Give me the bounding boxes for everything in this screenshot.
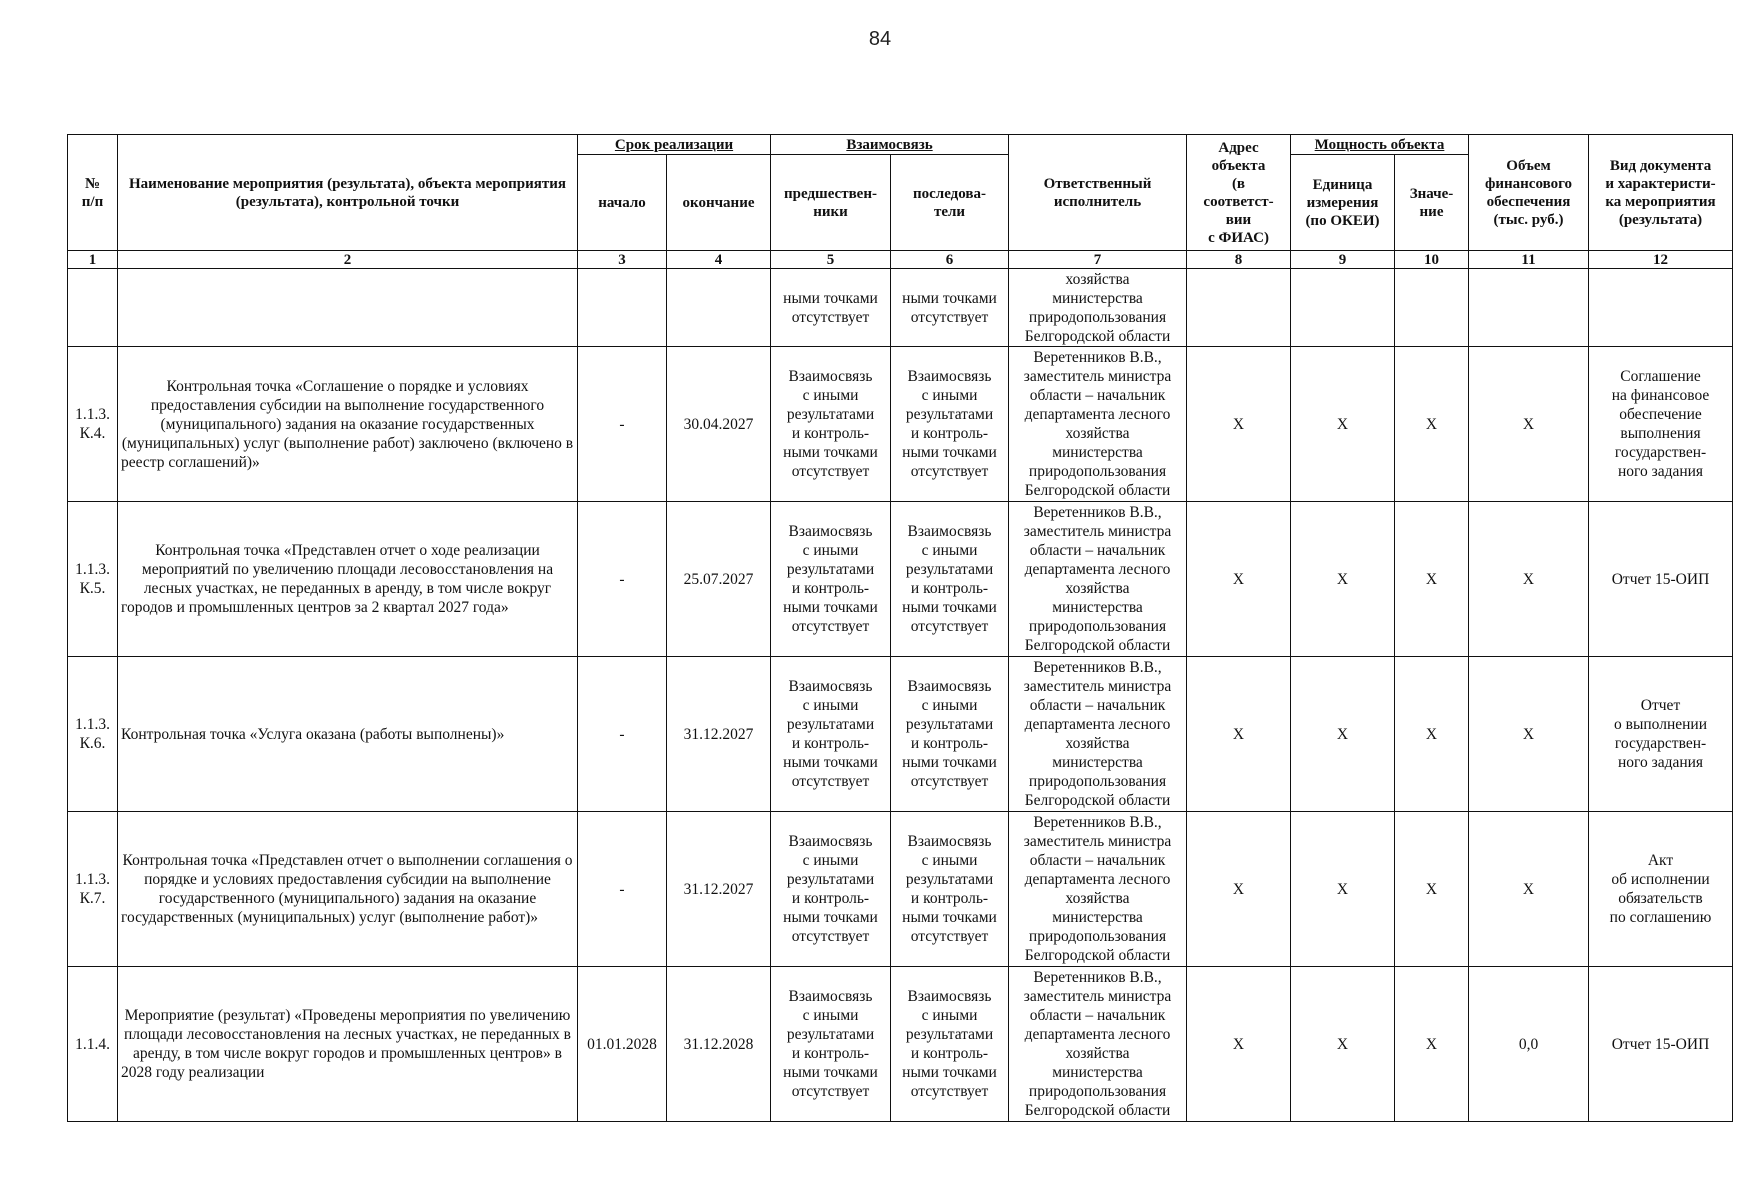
cell-successors: ными точками отсутствует <box>891 269 1009 347</box>
column-number: 2 <box>118 251 578 269</box>
column-number-row <box>68 251 1733 269</box>
header-doc: Вид документа и характеристи- ка мероприятия (результата) <box>1589 135 1733 251</box>
cell-responsible: Веретенников В.В., заместитель министра области – начальник департамента лесного хозяйства министерства природопользования Белгородской области <box>1009 812 1187 967</box>
column-number: 11 <box>1469 251 1589 269</box>
cell-finance: X <box>1469 657 1589 812</box>
continuation-row <box>68 269 1733 347</box>
header-predecessors: предшествен- ники <box>771 155 891 251</box>
cell-num <box>68 269 118 347</box>
cell-successors: Взаимосвязь с иными результатами и контроль- ными точками отсутствует <box>891 967 1009 1122</box>
cell-address: X <box>1187 967 1291 1122</box>
cell-value: X <box>1395 347 1469 502</box>
cell-predecessors: Взаимосвязь с иными результатами и контроль- ными точками отсутствует <box>771 502 891 657</box>
cell-name: Контрольная точка «Услуга оказана (работы выполнены)» <box>118 657 578 812</box>
cell-responsible: Веретенников В.В., заместитель министра области – начальник департамента лесного хозяйства министерства природопользования Белгородской области <box>1009 347 1187 502</box>
cell-end: 30.04.2027 <box>667 347 771 502</box>
cell-name: Контрольная точка «Представлен отчет о выполнении соглашения о порядке и условиях предоставления субсидии на выполнение государственного (муниципального) задания на оказание государственных (муниципальных) услуг (выполнение работ)» <box>118 812 578 967</box>
cell-predecessors: Взаимосвязь с иными результатами и контроль- ными точками отсутствует <box>771 967 891 1122</box>
cell-unit: X <box>1291 347 1395 502</box>
cell-value: X <box>1395 812 1469 967</box>
cell-predecessors: Взаимосвязь с иными результатами и контроль- ными точками отсутствует <box>771 812 891 967</box>
cell-unit: X <box>1291 657 1395 812</box>
cell-name: Контрольная точка «Представлен отчет о ходе реализации мероприятий по увеличению площади лесовосстановления на лесных участках, не переданных в аренду, в том числе вокруг городов и промышленных центров за 2 квартал 2027 года» <box>118 502 578 657</box>
plan-table <box>67 134 1733 1122</box>
cell-start: - <box>578 812 667 967</box>
cell-doc <box>1589 269 1733 347</box>
cell-name: Контрольная точка «Соглашение о порядке и условиях предоставления субсидии на выполнение государственного (муниципального) задания на оказание государственных (муниципальных) услуг (выполнение работ) заключено (включено в реестр соглашений)» <box>118 347 578 502</box>
cell-doc: Отчет 15-ОИП <box>1589 502 1733 657</box>
cell-responsible: Веретенников В.В., заместитель министра области – начальник департамента лесного хозяйства министерства природопользования Белгородской области <box>1009 657 1187 812</box>
column-number: 7 <box>1009 251 1187 269</box>
cell-value: X <box>1395 502 1469 657</box>
header-num: № п/п <box>68 135 118 251</box>
cell-end: 31.12.2028 <box>667 967 771 1122</box>
cell-doc: Отчет 15-ОИП <box>1589 967 1733 1122</box>
page-number: 84 <box>868 28 892 50</box>
cell-end: 25.07.2027 <box>667 502 771 657</box>
cell-successors: Взаимосвязь с иными результатами и контроль- ными точками отсутствует <box>891 502 1009 657</box>
header-start: начало <box>578 155 667 251</box>
cell-responsible: Веретенников В.В., заместитель министра области – начальник департамента лесного хозяйства министерства природопользования Белгородской области <box>1009 967 1187 1122</box>
column-number: 6 <box>891 251 1009 269</box>
column-number: 4 <box>667 251 771 269</box>
cell-doc: Отчет о выполнении государствен- ного задания <box>1589 657 1733 812</box>
cell-num: 1.1.3. К.4. <box>68 347 118 502</box>
cell-unit: X <box>1291 502 1395 657</box>
header-relation: Взаимосвязь <box>771 135 1009 155</box>
cell-successors: Взаимосвязь с иными результатами и контроль- ными точками отсутствует <box>891 347 1009 502</box>
cell-num: 1.1.4. <box>68 967 118 1122</box>
header-value: Значе- ние <box>1395 155 1469 251</box>
cell-end: 31.12.2027 <box>667 657 771 812</box>
cell-unit: X <box>1291 967 1395 1122</box>
table-row <box>68 812 1733 967</box>
cell-doc: Акт об исполнении обязательств по соглашению <box>1589 812 1733 967</box>
header-finance: Объем финансового обеспечения (тыс. руб.) <box>1469 135 1589 251</box>
column-number: 5 <box>771 251 891 269</box>
header-responsible: Ответственный исполнитель <box>1009 135 1187 251</box>
cell-end <box>667 269 771 347</box>
column-number: 9 <box>1291 251 1395 269</box>
cell-finance: 0,0 <box>1469 967 1589 1122</box>
cell-num: 1.1.3. К.5. <box>68 502 118 657</box>
cell-name <box>118 269 578 347</box>
cell-predecessors: ными точками отсутствует <box>771 269 891 347</box>
cell-address: X <box>1187 657 1291 812</box>
cell-start: - <box>578 502 667 657</box>
cell-finance <box>1469 269 1589 347</box>
header-successors: последова- тели <box>891 155 1009 251</box>
cell-start <box>578 269 667 347</box>
cell-start: - <box>578 657 667 812</box>
cell-num: 1.1.3. К.7. <box>68 812 118 967</box>
cell-address: X <box>1187 502 1291 657</box>
cell-finance: X <box>1469 502 1589 657</box>
cell-predecessors: Взаимосвязь с иными результатами и контроль- ными точками отсутствует <box>771 657 891 812</box>
header-address: Адрес объекта (в соответст- вии с ФИАС) <box>1187 135 1291 251</box>
column-number: 10 <box>1395 251 1469 269</box>
header-end: окончание <box>667 155 771 251</box>
cell-address: X <box>1187 812 1291 967</box>
table-row <box>68 967 1733 1122</box>
cell-finance: X <box>1469 812 1589 967</box>
header-name: Наименование мероприятия (результата), объекта мероприятия (результата), контрольной точки <box>118 135 578 251</box>
cell-unit: X <box>1291 812 1395 967</box>
header-period: Срок реализации <box>578 135 771 155</box>
cell-start: - <box>578 347 667 502</box>
column-number: 8 <box>1187 251 1291 269</box>
cell-responsible: хозяйства министерства природопользования Белгородской области <box>1009 269 1187 347</box>
table-row <box>68 502 1733 657</box>
cell-name: Мероприятие (результат) «Проведены мероприятия по увеличению площади лесовосстановления на лесных участках, не переданных в аренду, в том числе вокруг городов и промышленных центров» в 2028 году реализации <box>118 967 578 1122</box>
header-unit: Единица измерения (по ОКЕИ) <box>1291 155 1395 251</box>
cell-value <box>1395 269 1469 347</box>
cell-start: 01.01.2028 <box>578 967 667 1122</box>
column-number: 12 <box>1589 251 1733 269</box>
table-row <box>68 347 1733 502</box>
cell-successors: Взаимосвязь с иными результатами и контроль- ными точками отсутствует <box>891 657 1009 812</box>
header-capacity: Мощность объекта <box>1291 135 1469 155</box>
cell-value: X <box>1395 657 1469 812</box>
cell-value: X <box>1395 967 1469 1122</box>
table-row <box>68 657 1733 812</box>
cell-unit <box>1291 269 1395 347</box>
cell-responsible: Веретенников В.В., заместитель министра области – начальник департамента лесного хозяйства министерства природопользования Белгородской области <box>1009 502 1187 657</box>
cell-address: X <box>1187 347 1291 502</box>
cell-finance: X <box>1469 347 1589 502</box>
column-number: 3 <box>578 251 667 269</box>
cell-doc: Соглашение на финансовое обеспечение выполнения государствен- ного задания <box>1589 347 1733 502</box>
cell-successors: Взаимосвязь с иными результатами и контроль- ными точками отсутствует <box>891 812 1009 967</box>
cell-predecessors: Взаимосвязь с иными результатами и контроль- ными точками отсутствует <box>771 347 891 502</box>
cell-end: 31.12.2027 <box>667 812 771 967</box>
cell-num: 1.1.3. К.6. <box>68 657 118 812</box>
column-number: 1 <box>68 251 118 269</box>
cell-address <box>1187 269 1291 347</box>
